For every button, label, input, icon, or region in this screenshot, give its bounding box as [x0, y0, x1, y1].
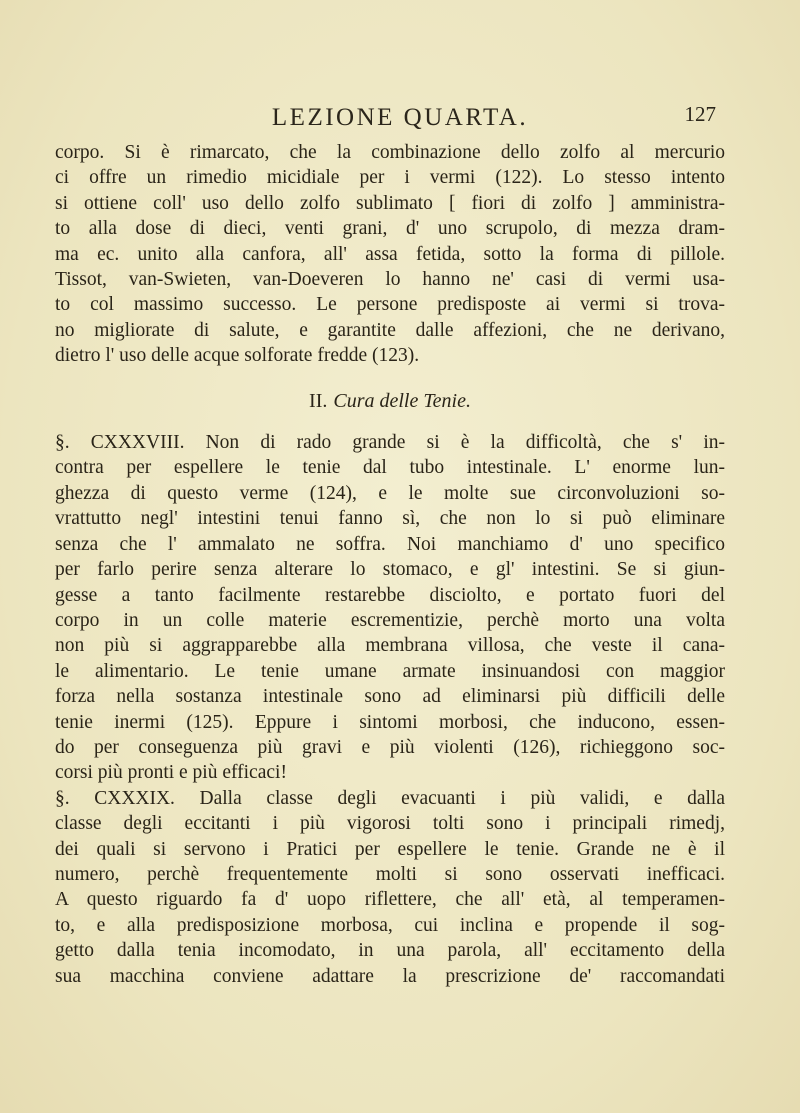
text-line: forza nella sostanza intestinale sono ad eliminarsi più difficili delle	[55, 686, 725, 708]
paragraph-3	[55, 786, 725, 989]
section-title-text: Cura delle Tenie.	[333, 389, 471, 412]
text-line: §. CXXXVIII. Non di rado grande si è la difficoltà, che s' in-	[55, 432, 725, 454]
text-line: numero, perchè frequentemente molti si sono osservati inefficaci.	[55, 863, 725, 885]
body-text	[55, 140, 725, 989]
text-line: gesse a tanto facilmente restarebbe disciolto, e portato fuori del	[55, 584, 725, 606]
page-number: 127	[684, 102, 716, 126]
text-line: ma ec. unito alla canfora, all' assa fetida, sotto la forma di pillole.	[55, 243, 725, 265]
text-line: non più si aggrapparebbe alla membrana villosa, che veste il cana-	[55, 635, 725, 657]
text-line: to col massimo successo. Le persone predisposte ai vermi si trova-	[55, 294, 725, 316]
text-line: si ottiene coll' uso dello zolfo sublimato [ fiori di zolfo ] amministra-	[55, 192, 725, 214]
section-heading	[55, 389, 725, 414]
text-line: getto dalla tenia incomodato, in una parola, all' eccitamento della	[55, 940, 725, 962]
text-line: senza che l' ammalato ne soffra. Noi manchiamo d' uno specifico	[55, 533, 725, 555]
text-line: per farlo perire senza alterare lo stomaco, e gl' intestini. Se si giun-	[55, 559, 725, 581]
text-line: ci offre un rimedio micidiale per i vermi (122). Lo stesso intento	[55, 167, 725, 189]
text-line: sua macchina conviene adattare la prescrizione de' raccomandati	[55, 965, 725, 987]
text-line: to alla dose di dieci, venti grani, d' uno scrupolo, di mezza dram-	[55, 218, 725, 240]
text-line: A questo riguardo fa d' uopo riflettere, che all' età, al temperamen-	[55, 889, 725, 911]
text-line: ghezza di questo verme (124), e le molte sue circonvoluzioni so-	[55, 482, 725, 504]
text-line: §. CXXXIX. Dalla classe degli evacuanti i più validi, e dalla	[55, 787, 725, 809]
text-line: Tissot, van-Swieten, van-Doeveren lo hanno ne' casi di vermi usa-	[55, 269, 725, 291]
running-head	[0, 104, 800, 134]
text-line: do per conseguenza più gravi e più violenti (126), richieggono soc-	[55, 736, 725, 758]
text-line: to, e alla predisposizione morbosa, cui inclina e propende il sog-	[55, 914, 725, 936]
text-line: le alimentario. Le tenie umane armate insinuandosi con maggior	[55, 660, 725, 682]
text-line: corpo. Si è rimarcato, che la combinazione dello zolfo al mercurio	[55, 142, 725, 163]
text-line: dietro l' uso delle acque solforate fredde (123).	[55, 345, 420, 367]
text-line: tenie inermi (125). Eppure i sintomi morbosi, che inducono, essen-	[55, 711, 725, 733]
section-number: II.	[309, 389, 328, 412]
text-line: contra per espellere le tenie dal tubo intestinale. L' enorme lun-	[55, 457, 725, 479]
text-line: corsi più pronti e più efficaci!	[55, 762, 287, 784]
chapter-title: LEZIONE QUARTA.	[271, 104, 529, 131]
paragraph-2	[55, 430, 725, 786]
text-line: dei quali si servono i Pratici per espellere le tenie. Grande ne è il	[55, 838, 725, 860]
text-line: classe degli eccitanti i più vigorosi tolti sono i principali rimedj,	[55, 813, 725, 835]
text-line: no migliorate di salute, e garantite dalle affezioni, che ne derivano,	[55, 319, 725, 341]
paragraph-1	[55, 140, 725, 369]
text-line: corpo in un colle materie escrementizie, perchè morto una volta	[55, 609, 725, 631]
text-line: vrattutto negl' intestini tenui fanno sì, che non lo si può eliminare	[55, 508, 725, 530]
